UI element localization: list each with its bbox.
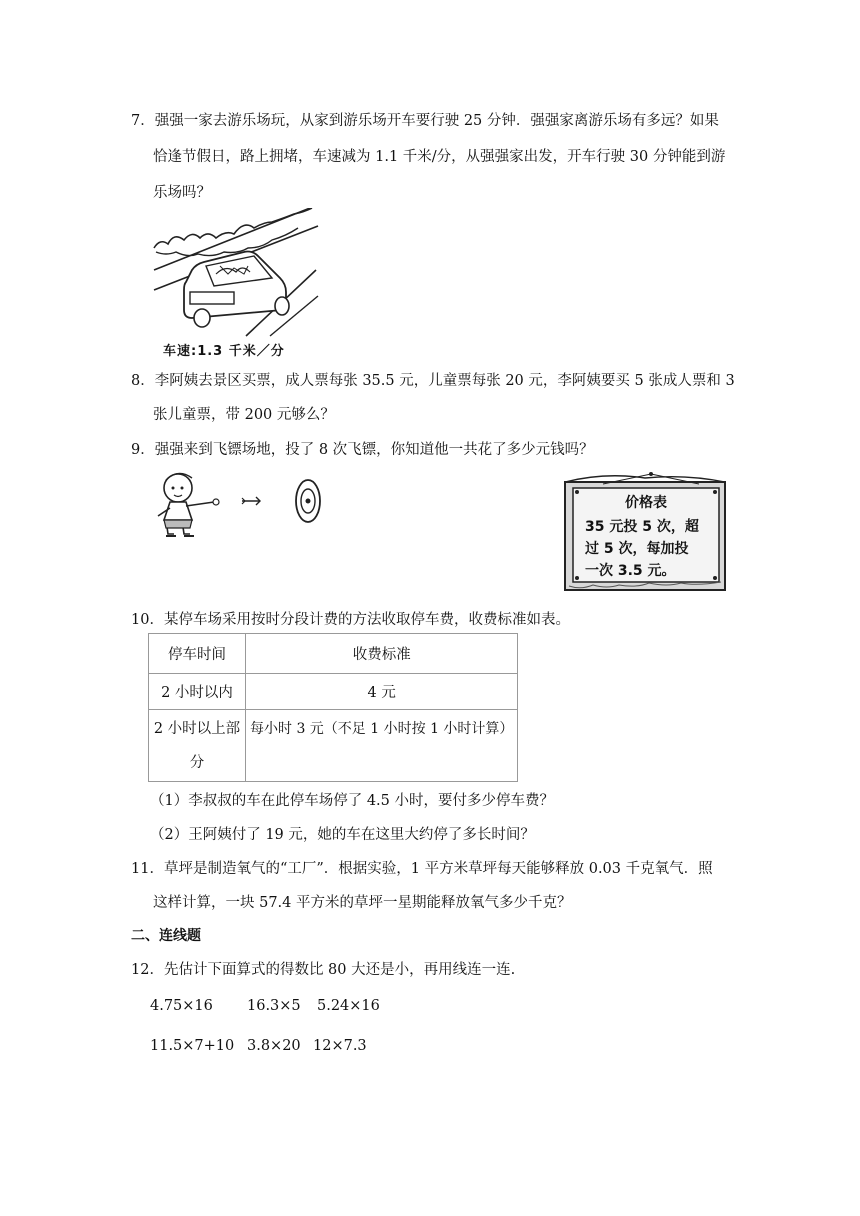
q7-line-1: 7．强强一家去游乐场玩，从家到游乐场开车要行驶 25 分钟．强强家离游乐场有多远？如果 <box>131 113 719 129</box>
q10-line-1: 10．某停车场采用按时分段计费的方法收取停车费，收费标准如表。 <box>131 612 570 628</box>
q12-expr-3-8x20: 3.8×20 <box>247 1038 301 1054</box>
q10-sub-question-1: （1）李叔叔的车在此停车场停了 4.5 小时，要付多少停车费？ <box>150 793 555 809</box>
q12-line-1: 12．先估计下面算式的得数比 80 大还是小，再用线连一连. <box>131 962 516 978</box>
price-sign-line-3: 一次 3.5 元。 <box>585 563 676 579</box>
q12-expr-16-3x5: 16.3×5 <box>247 998 301 1014</box>
q7-line-2: 恰逢节假日，路上拥堵，车速减为 1.1 千米/分，从强强家出发，开车行驶 30 分钟能到游 <box>153 149 726 165</box>
q9-line-1: 9．强强来到飞镖场地，投了 8 次飞镖，你知道他一共花了多少元钱吗？ <box>131 442 594 458</box>
cell-hourly-fee: 每小时 3 元（不足 1 小时按 1 小时计算） <box>246 710 518 782</box>
q11-line-2: 这样计算，一块 57.4 平方米的草坪一星期能释放氧气多少千克？ <box>153 895 572 911</box>
cell-over-2-hours-part-1: 2 小时以上部 <box>153 721 241 737</box>
car-speed-caption: 车速:1.3 千米／分 <box>163 344 285 359</box>
table-row <box>149 634 518 674</box>
q11-line-1: 11．草坪是制造氧气的“工厂”．根据实验，1 平方米草坪每天能够释放 0.03 千克氧气．照 <box>131 861 713 877</box>
table-row <box>149 710 518 782</box>
q12-expr-4-75x16: 4.75×16 <box>150 998 213 1014</box>
table-row <box>149 674 518 710</box>
boy-throwing-dart-illustration <box>148 470 230 548</box>
cell-fee-4-yuan: 4 元 <box>246 674 518 710</box>
q7-line-3: 乐场吗？ <box>153 185 211 201</box>
header-cell-fee-standard: 收费标准 <box>246 634 518 674</box>
q12-expr-5-24x16: 5.24×16 <box>317 998 380 1014</box>
car-on-road-illustration <box>150 208 320 340</box>
cell-within-2-hours: 2 小时以内 <box>149 674 246 710</box>
q10-sub-question-2: （2）王阿姨付了 19 元，她的车在这里大约停了多长时间？ <box>150 827 535 843</box>
q12-expr-11-5x7plus10: 11.5×7+10 <box>150 1038 235 1054</box>
price-list-sign <box>563 470 727 593</box>
dart-icon <box>240 495 262 507</box>
price-sign-title: 价格表 <box>625 495 667 511</box>
section-heading-matching: 二、连线题 <box>131 928 201 944</box>
parking-fee-table <box>148 633 518 782</box>
cell-over-2-hours <box>149 710 246 782</box>
header-cell-parking-time: 停车时间 <box>149 634 246 674</box>
cell-over-2-hours-part-2: 分 <box>189 755 205 771</box>
price-sign-line-2: 过 5 次，每加投 <box>585 541 689 557</box>
q8-line-2: 张儿童票，带 200 元够么？ <box>153 407 335 423</box>
q12-expr-12x7-3: 12×7.3 <box>313 1038 367 1054</box>
q8-line-1: 8．李阿姨去景区买票，成人票每张 35.5 元，儿童票每张 20 元，李阿姨要买 5 张成人票和 3 <box>131 373 735 389</box>
price-sign-line-1: 35 元投 5 次，超 <box>585 519 699 535</box>
dartboard-target-icon <box>292 477 324 525</box>
